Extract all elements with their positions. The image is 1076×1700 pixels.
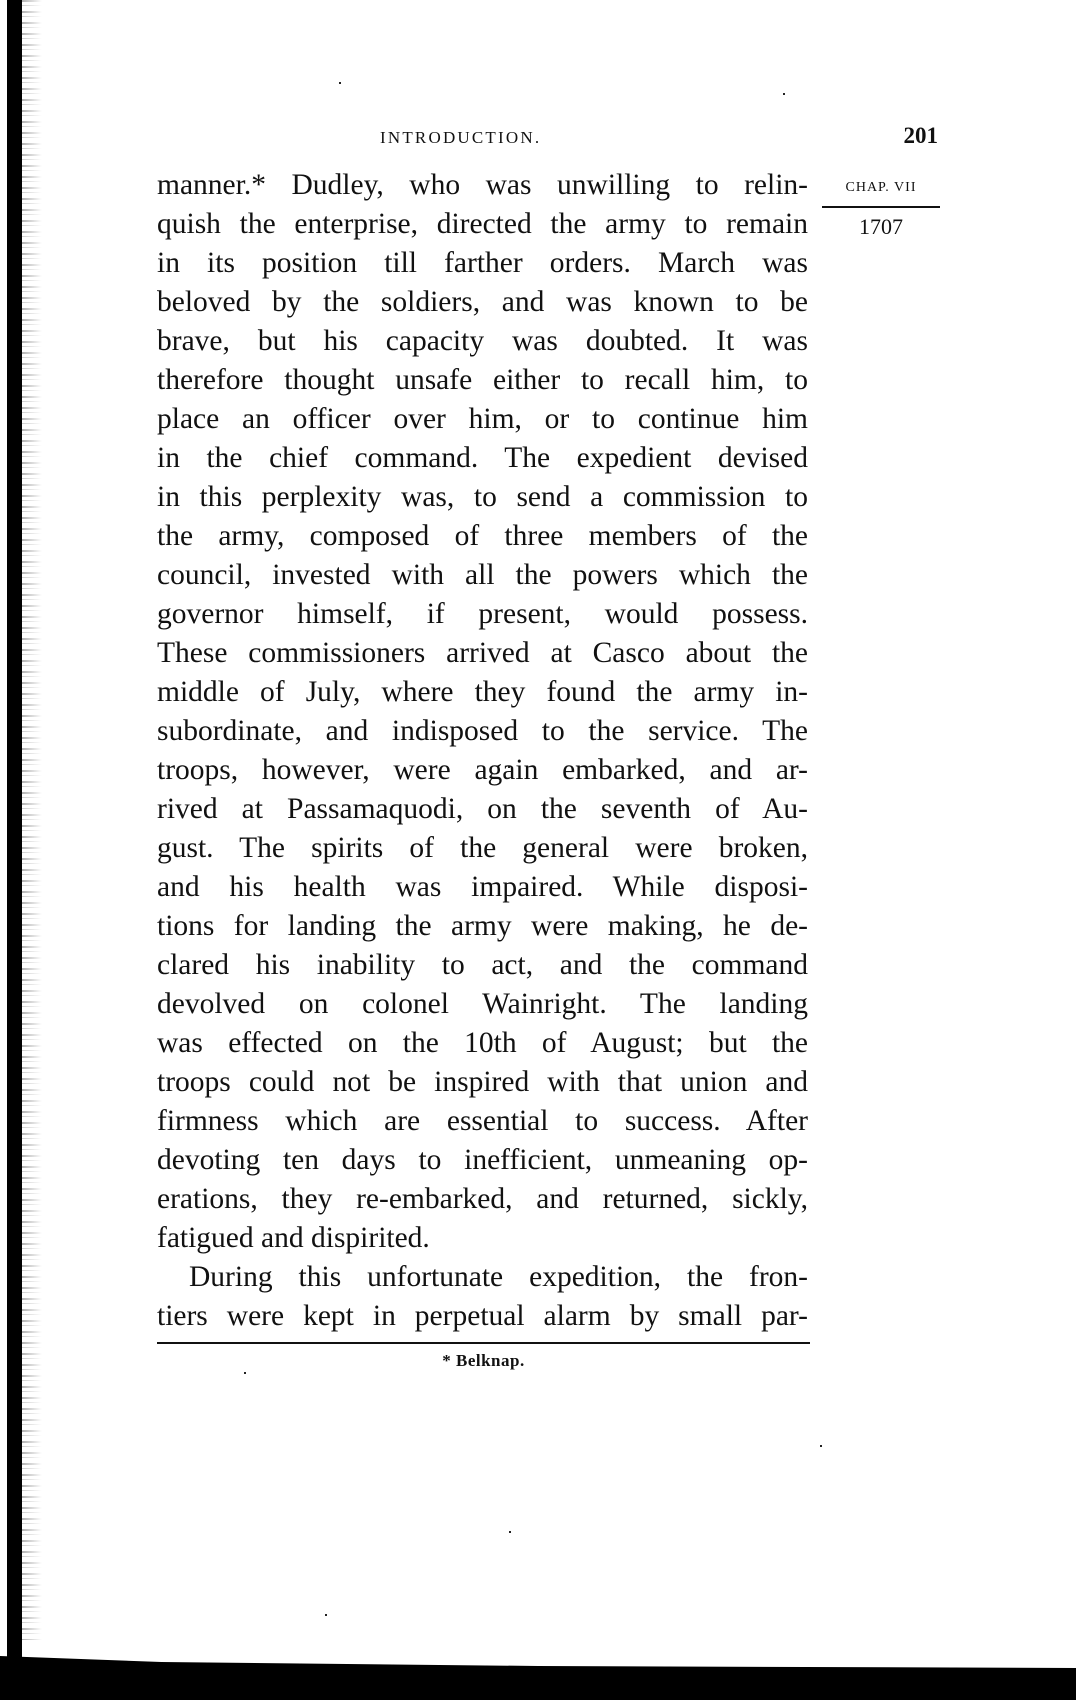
- scan-speck: [509, 1531, 511, 1533]
- paragraph-end-line: fatigued and dispirited.: [157, 1222, 430, 1254]
- text-line: tions for landing the army were making, he de-: [157, 910, 808, 942]
- text-line: beloved by the soldiers, and was known to be: [157, 286, 808, 318]
- text-line: middle of July, where they found the army in-: [157, 676, 808, 708]
- text-line: in this perplexity was, to send a commission to: [157, 481, 808, 513]
- scan-bottom-border: [0, 1656, 1076, 1700]
- text-line: quish the enterprise, directed the army to remain: [157, 208, 808, 240]
- text-line: rived at Passamaquodi, on the seventh of Au-: [157, 793, 808, 825]
- text-line: These commissioners arrived at Casco about the: [157, 637, 808, 669]
- text-line: troops could not be inspired with that union and: [157, 1066, 808, 1098]
- text-line: was effected on the 10th of August; but the: [157, 1027, 808, 1059]
- text-line: clared his inability to act, and the command: [157, 949, 808, 981]
- text-line: and his health was impaired. While disposi-: [157, 871, 808, 903]
- page-number: 201: [903, 123, 938, 148]
- footnote-rule: [157, 1342, 810, 1344]
- text-line: therefore thought unsafe either to recall him, to: [157, 364, 808, 396]
- running-head: INTRODUCTION.: [380, 128, 542, 147]
- paragraph-start-line: During this unfortunate expedition, the fron-: [189, 1261, 808, 1293]
- text-line: devolved on colonel Wainright. The landing: [157, 988, 808, 1020]
- text-line: tiers were kept in perpetual alarm by small par-: [157, 1300, 808, 1332]
- text-line: council, invested with all the powers which the: [157, 559, 808, 591]
- scan-speck: [783, 93, 785, 95]
- text-line: in the chief command. The expedient devised: [157, 442, 808, 474]
- text-line: firmness which are essential to success. After: [157, 1105, 808, 1137]
- text-line: gust. The spirits of the general were broken,: [157, 832, 808, 864]
- text-line: place an officer over him, or to continue him: [157, 403, 808, 435]
- text-line: manner.* Dudley, who was unwilling to relin-: [157, 169, 808, 201]
- text-line: the army, composed of three members of the: [157, 520, 808, 552]
- scan-binding-shadow: [20, 0, 42, 1640]
- margin-rule: [822, 206, 940, 208]
- scan-speck: [325, 1614, 327, 1616]
- text-line: subordinate, and indisposed to the service. The: [157, 715, 808, 747]
- text-line: in its position till farther orders. March was: [157, 247, 808, 279]
- text-line: governor himself, if present, would possess.: [157, 598, 808, 630]
- scan-speck: [820, 1445, 822, 1447]
- text-line: brave, but his capacity was doubted. It was: [157, 325, 808, 357]
- body-text: [157, 166, 808, 1336]
- footnote: * Belknap.: [442, 1351, 525, 1370]
- text-line: troops, however, were again embarked, and ar-: [157, 754, 808, 786]
- text-line: erations, they re-embarked, and returned, sickly,: [157, 1183, 808, 1215]
- margin-year: 1707: [859, 214, 903, 239]
- margin-note: [822, 178, 940, 240]
- scan-speck: [339, 82, 341, 84]
- margin-chapter: CHAP. VII: [845, 180, 917, 195]
- text-line: devoting ten days to inefficient, unmeaning op-: [157, 1144, 808, 1176]
- scan-speck: [244, 1372, 246, 1374]
